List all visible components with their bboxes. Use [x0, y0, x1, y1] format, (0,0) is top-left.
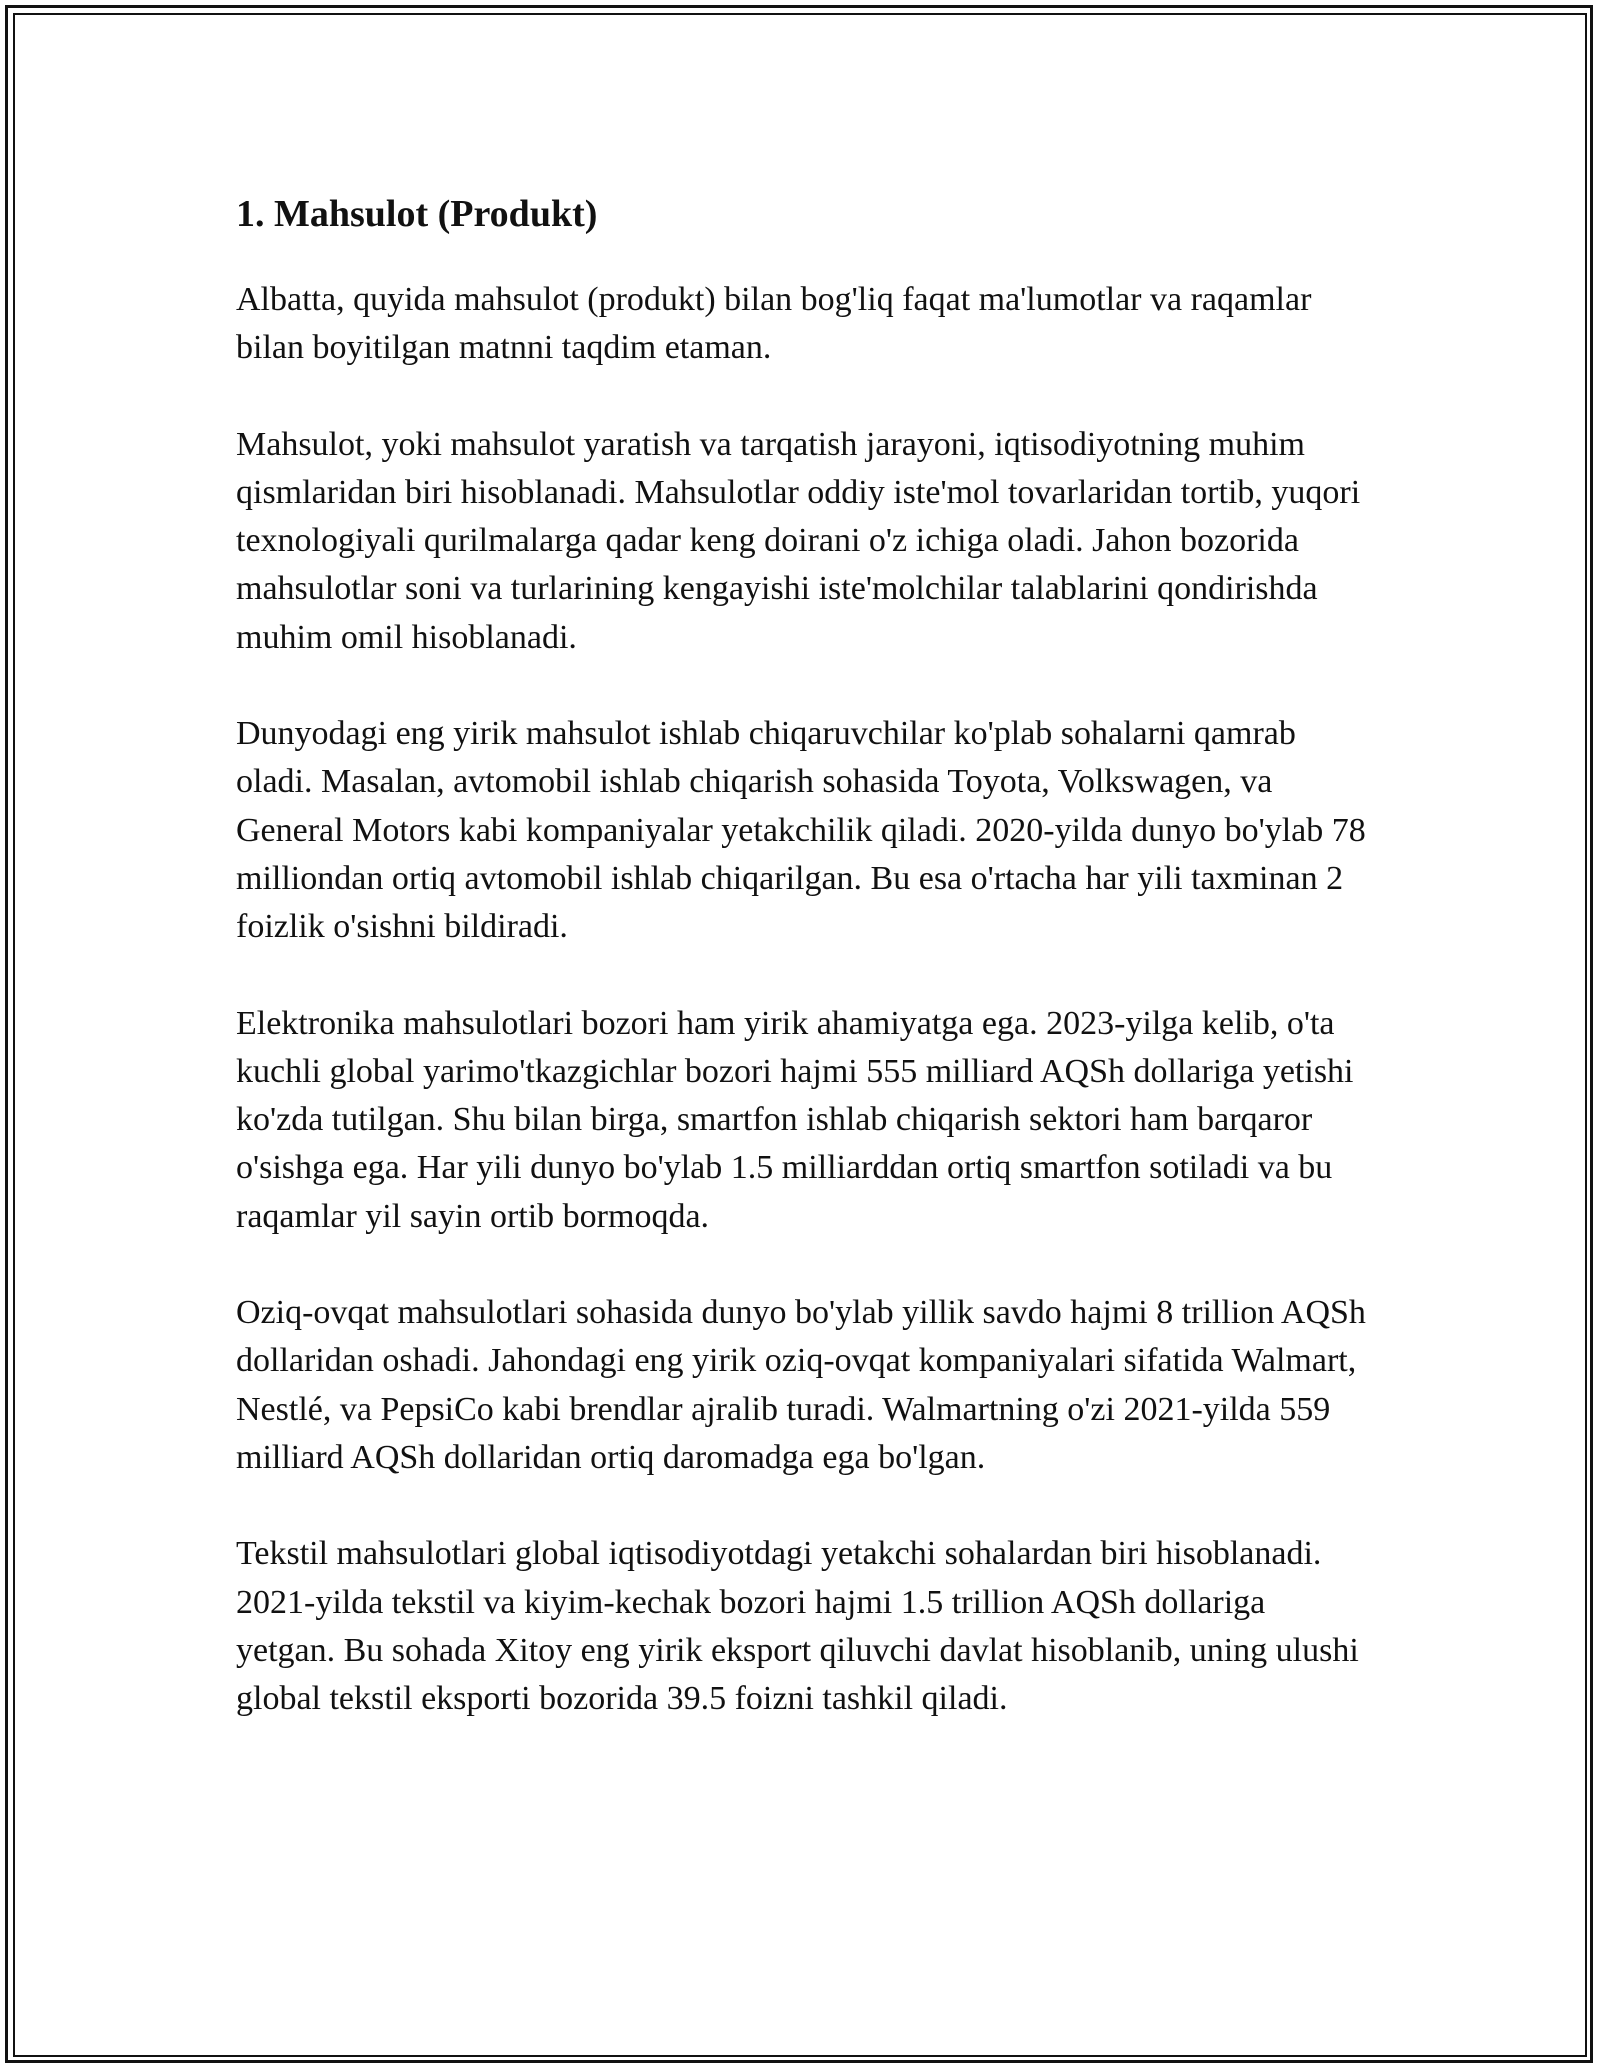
paragraph-product-overview: Mahsulot, yoki mahsulot yaratish va tarqatish jarayoni, iqtisodiyotning muhim qismlaridan biri hisoblanadi. Mahsulotlar oddiy iste'mol tovarlaridan tortib, yuqori texnologiyali qurilmalarga qadar keng doirani o'z ichiga oladi. Jahon bozorida mahsulotlar soni va turlarining kengayishi iste'molchilar talablarini qondirishda muhim omil hisoblanadi. — [236, 425, 1361, 656]
paragraph-intro: Albatta, quyida mahsulot (produkt) bilan bog'liq faqat ma'lumotlar va raqamlar bilan boyitilgan matnni taqdim etaman. — [236, 281, 1312, 367]
paragraph-automotive: Dunyodagi eng yirik mahsulot ishlab chiqaruvchilar ko'plab sohalarni qamrab oladi. Masalan, avtomobil ishlab chiqarish sohasida Toyota, Volkswagen, va General Motors kabi kompaniyalar yetakchilik qiladi. 2020-yilda dunyo bo'ylab 78 milliondan ortiq avtomobil ishlab chiqarilgan. Bu esa o'rtacha har yili taxminan 2 foizlik o'sishni bildiradi. — [236, 715, 1366, 946]
paragraph-food: Oziq-ovqat mahsulotlari sohasida dunyo bo'ylab yillik savdo hajmi 8 trillion AQSh dollaridan oshadi. Jahondagi eng yirik oziq-ovqat kompaniyalari sifatida Walmart, Nestlé, va PepsiCo kabi brendlar ajralib turadi. Walmartning o'zi 2021-yilda 559 milliard AQSh dollaridan ortiq daromadga ega bo'lgan. — [236, 1294, 1366, 1476]
paragraph-textile: Tekstil mahsulotlari global iqtisodiyotdagi yetakchi sohalardan biri hisoblanadi. 2021-yilda tekstil va kiyim-kechak bozori hajmi 1.5 trillion AQSh dollariga yetgan. Bu sohada Xitoy eng yirik eksport qiluvchi davlat hisoblanib, uning ulushi global tekstil eksporti bozorida 39.5 foizni tashkil qiladi. — [236, 1535, 1359, 1718]
paragraph-electronics: Elektronika mahsulotlari bozori ham yirik ahamiyatga ega. 2023-yilga kelib, o'ta kuchli global yarimo'tkazgichlar bozori hajmi 555 milliard AQSh dollariga yetishi ko'zda tutilgan. Shu bilan birga, smartfon ishlab chiqarish sektori ham barqaror o'sishga ega. Har yili dunyo bo'ylab 1.5 milliarddan ortiq smartfon sotiladi va bu raqamlar yil sayin ortib bormoqda. — [236, 1004, 1354, 1235]
section-heading: 1. Mahsulot (Produkt) — [236, 193, 598, 235]
document-body — [236, 184, 1366, 1771]
